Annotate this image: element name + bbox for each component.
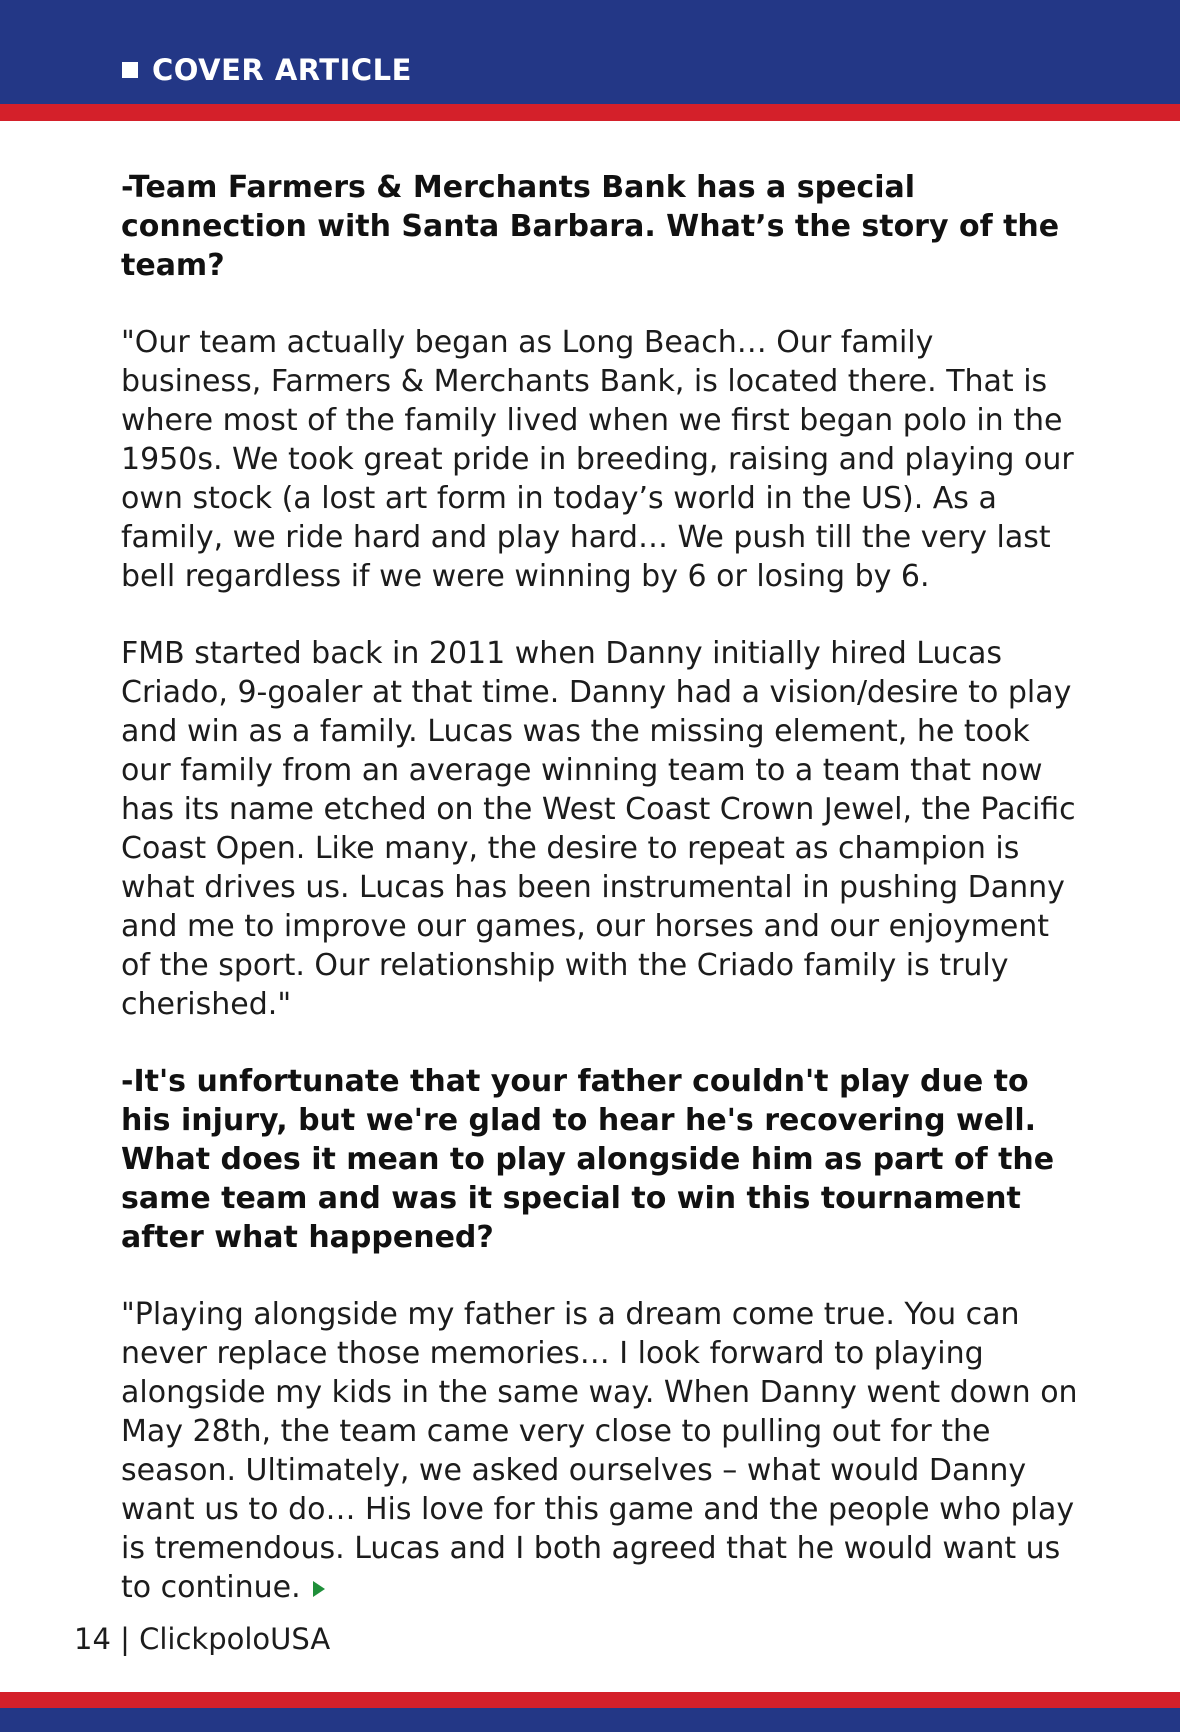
interview-question: -Team Farmers & Merchants Bank has a special connection with Santa Barbara. What’s the story of the team? <box>121 170 1060 283</box>
interview-question: -It's unfortunate that your father couldn't play due to his injury, but we're glad to hear he's recovering well. What does it mean to play alongside him as part of the same team and was it special to win this tournament after what happened? <box>121 1064 1055 1255</box>
footer-band <box>0 1708 1180 1732</box>
interview-answer: FMB started back in 2011 when Danny initially hired Lucas Criado, 9-goaler at that time. Danny had a vision/desire to play and win as a family. Lucas was the missing element, he took our family from an average winning team to a team that now has its name etched on the West Coast Crown Jewel, the Pacific Coast Open. Like many, the desire to repeat as champion is what drives us. Lucas has been instrumental in pushing Danny and me to improve our games, our horses and our enjoyment of the sport. Our relationship with the Criado family is truly cherished." <box>121 636 1076 1022</box>
play-arrow-icon <box>313 1581 325 1597</box>
square-bullet-icon <box>122 62 138 78</box>
page-footer-folio <box>74 1622 330 1656</box>
page-number: 14 <box>74 1622 111 1656</box>
publication-name: ClickpoloUSA <box>139 1622 331 1656</box>
header-red-stripe <box>0 104 1180 121</box>
interview-answer: "Our team actually began as Long Beach… Our family business, Farmers & Merchants Bank, is located there. That is where most of the family lived when we first began polo in the 1950s. We took great pride in breeding, raising and playing our own stock (a lost art form in today’s world in the US). As a family, we ride hard and play hard… We push till the very last bell regardless if we were winning by 6 or losing by 6. <box>121 325 1074 594</box>
footer-red-stripe <box>0 1692 1180 1708</box>
folio-separator: | <box>120 1622 130 1656</box>
section-tag <box>122 50 412 90</box>
article-body <box>121 168 1081 1645</box>
interview-answer-final <box>121 1295 1081 1607</box>
section-label: COVER ARTICLE <box>152 53 412 87</box>
answer-text: "Playing alongside my father is a dream come true. You can never replace those memories… I look forward to playing alongside my kids in the same way. When Danny went down on May 28th, the team came very close to pulling out for the season. Ultimately, we asked ourselves – what would Danny want us to do… His love for this game and the people who play is tremendous. Lucas and I both agreed that he would want us to continue. <box>121 1297 1078 1605</box>
